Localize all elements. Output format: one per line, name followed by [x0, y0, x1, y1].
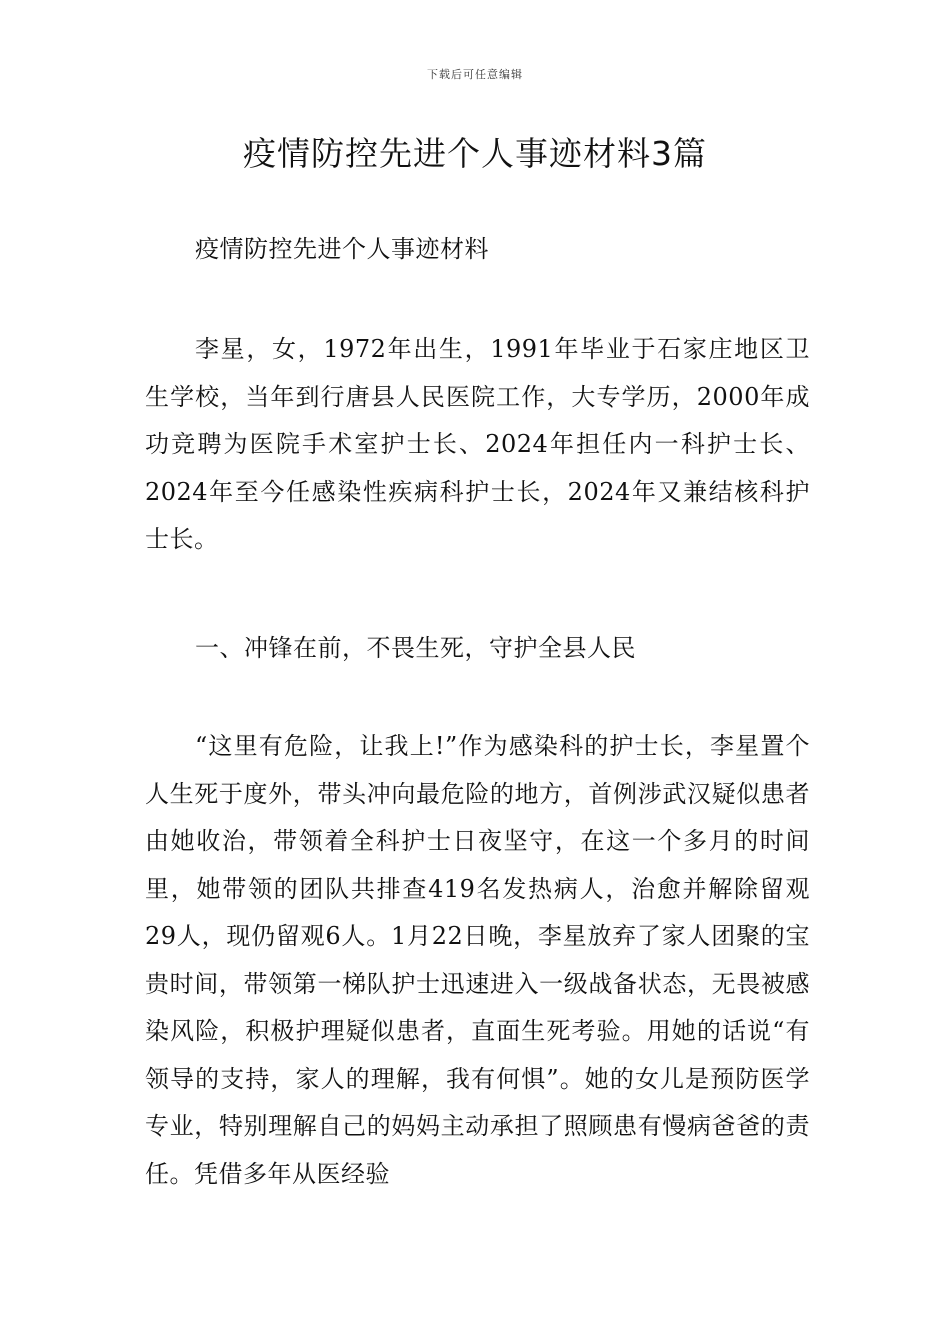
document-title: 疫情防控先进个人事迹材料3篇	[243, 134, 707, 173]
section-heading: 一、冲锋在前，不畏生死，守护全县人民	[195, 634, 636, 662]
paragraph-biography: 李星，女，1972年出生，1991年毕业于石家庄地区卫生学校，当年到行唐县人民医院工作，大专学历，2000年成功竞聘为医院手术室护士长、2024年担任内一科护士长、2024年至今任感染性疾病科护士长，2024年又兼结核科护士长。	[145, 335, 810, 553]
header-note: 下载后可任意编辑	[427, 68, 523, 81]
document-subtitle: 疫情防控先进个人事迹材料	[195, 235, 489, 263]
paragraph-section-1: “这里有危险，让我上!”作为感染科的护士长，李星置个人生死于度外，带头冲向最危险的地方，首例涉武汉疑似患者由她收治，带领着全科护士日夜坚守，在这一个多月的时间里，她带领的团队共排查419名发热病人，治愈并解除留观29人，现仍留观6人。1月22日晚，李星放弃了家人团聚的宝贵时间，带领第一梯队护士迅速进入一级战备状态，无畏被感染风险，积极护理疑似患者，直面生死考验。用她的话说“有领导的支持，家人的理解，我有何惧”。她的女儿是预防医学专业，特别理解自己的妈妈主动承担了照顾患有慢病爸爸的责任。凭借多年从医经验	[145, 732, 810, 1188]
